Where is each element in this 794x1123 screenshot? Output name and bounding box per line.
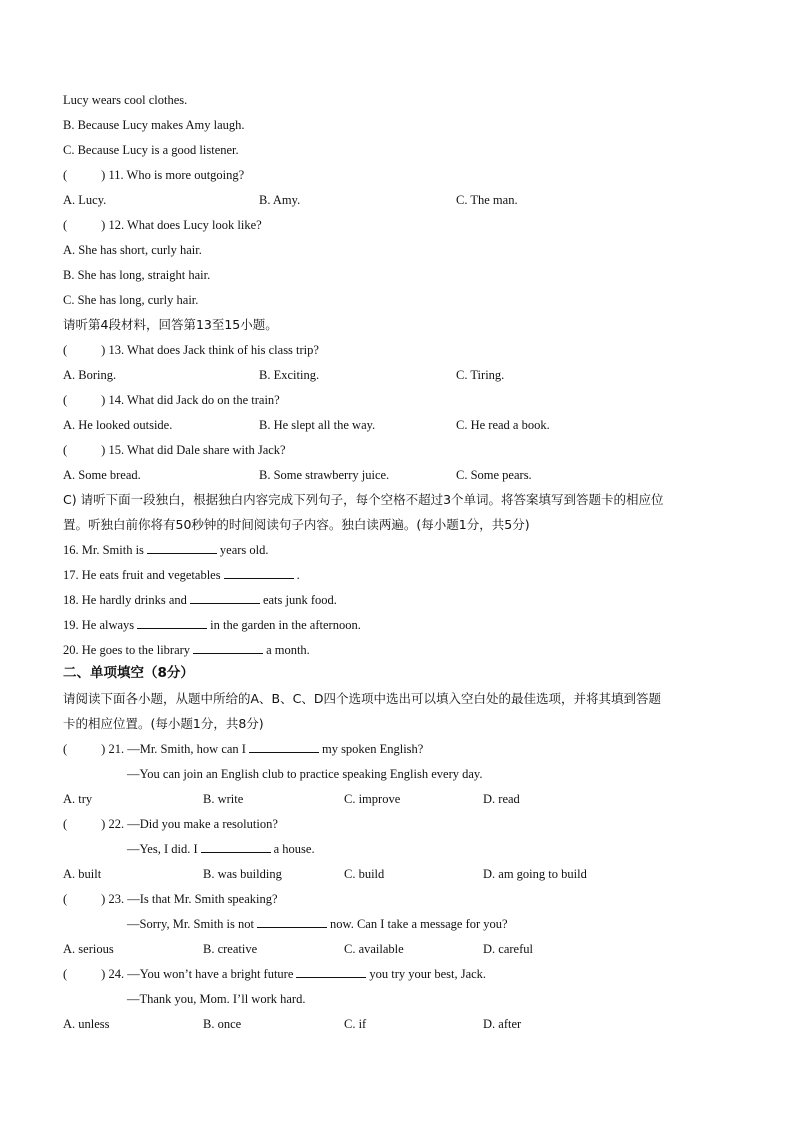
option-a: A. unless [63,1017,110,1031]
answer-blank[interactable] [296,966,366,978]
option-a: A. She has short, curly hair. [63,243,202,257]
question-23: ( ) 23. —Is that Mr. Smith speaking? [63,892,278,906]
option-d: D. read [483,792,520,806]
answer-blank[interactable] [257,916,327,928]
question-19: 19. He always in the garden in the afternoon. [63,618,361,632]
option-b: B. was building [203,867,282,881]
option-b: B. creative [203,942,258,956]
section-heading: 二、单项填空（8分） [63,665,194,681]
instruction: 卡的相应位置。(每小题1分，共8分) [63,716,264,731]
option-b: B. Some strawberry juice. [259,468,390,482]
answer-blank[interactable] [190,592,260,604]
option-c: C. Some pears. [456,468,532,482]
option-d: D. after [483,1017,522,1031]
question-14: ( ) 14. What did Jack do on the train? [63,393,280,407]
dialogue-reply: —Sorry, Mr. Smith is not now. Can I take a message for you? [127,917,508,931]
dialogue-reply: —Yes, I did. I a house. [127,842,315,856]
text-line: Lucy wears cool clothes. [63,93,188,107]
option-line: B. Because Lucy makes Amy laugh. [63,118,245,132]
option-a: A. Lucy. [63,193,107,207]
question-21: ( ) 21. —Mr. Smith, how can I my spoken English? [63,742,424,756]
option-a: A. try [63,792,93,806]
instruction: 置。听独白前你将有50秒钟的时间阅读句子内容。独白读两遍。(每小题1分，共5分) [63,517,530,532]
option-a: A. serious [63,942,114,956]
question-18: 18. He hardly drinks and eats junk food. [63,593,337,607]
option-a: A. Some bread. [63,468,141,482]
option-b: B. Exciting. [259,368,320,382]
option-b: B. Amy. [259,193,301,207]
option-c: C. available [344,942,404,956]
option-a: A. built [63,867,102,881]
question-16: 16. Mr. Smith is years old. [63,543,269,557]
option-a: A. Boring. [63,368,117,382]
question-22: ( ) 22. —Did you make a resolution? [63,817,278,831]
question-20: 20. He goes to the library a month. [63,643,310,657]
question-12: ( ) 12. What does Lucy look like? [63,218,262,232]
option-line: C. Because Lucy is a good listener. [63,143,239,157]
question-17: 17. He eats fruit and vegetables . [63,568,300,582]
option-c: C. He read a book. [456,418,550,432]
option-c: C. build [344,867,385,881]
question-15: ( ) 15. What did Dale share with Jack? [63,443,286,457]
answer-blank[interactable] [201,841,271,853]
instruction: 请听第4段材料，回答第13至15小题。 [63,317,278,332]
option-a: A. He looked outside. [63,418,173,432]
instruction: 请阅读下面各小题，从题中所给的A、B、C、D四个选项中选出可以填入空白处的最佳选项，并将其填到答题 [63,691,661,706]
answer-blank[interactable] [137,617,207,629]
option-c: C. Tiring. [456,368,505,382]
answer-blank[interactable] [249,741,319,753]
option-b: B. write [203,792,244,806]
option-c: C. improve [344,792,401,806]
option-b: B. She has long, straight hair. [63,268,211,282]
option-c: C. She has long, curly hair. [63,293,199,307]
dialogue-reply: —Thank you, Mom. I’ll work hard. [127,992,306,1006]
answer-blank[interactable] [224,567,294,579]
instruction: C) 请听下面一段独白，根据独白内容完成下列句子，每个空格不超过3个单词。将答案填写到答题卡的相应位 [63,492,664,507]
dialogue-reply: —You can join an English club to practice speaking English every day. [127,767,483,781]
option-d: D. am going to build [483,867,587,881]
question-24: ( ) 24. —You won’t have a bright future you try your best, Jack. [63,967,487,981]
question-13: ( ) 13. What does Jack think of his class trip? [63,343,319,357]
question-11: ( ) 11. Who is more outgoing? [63,168,245,182]
option-d: D. careful [483,942,533,956]
option-c: C. if [344,1017,367,1031]
option-b: B. He slept all the way. [259,418,376,432]
answer-blank[interactable] [193,642,263,654]
option-b: B. once [203,1017,242,1031]
answer-blank[interactable] [147,542,217,554]
option-c: C. The man. [456,193,518,207]
